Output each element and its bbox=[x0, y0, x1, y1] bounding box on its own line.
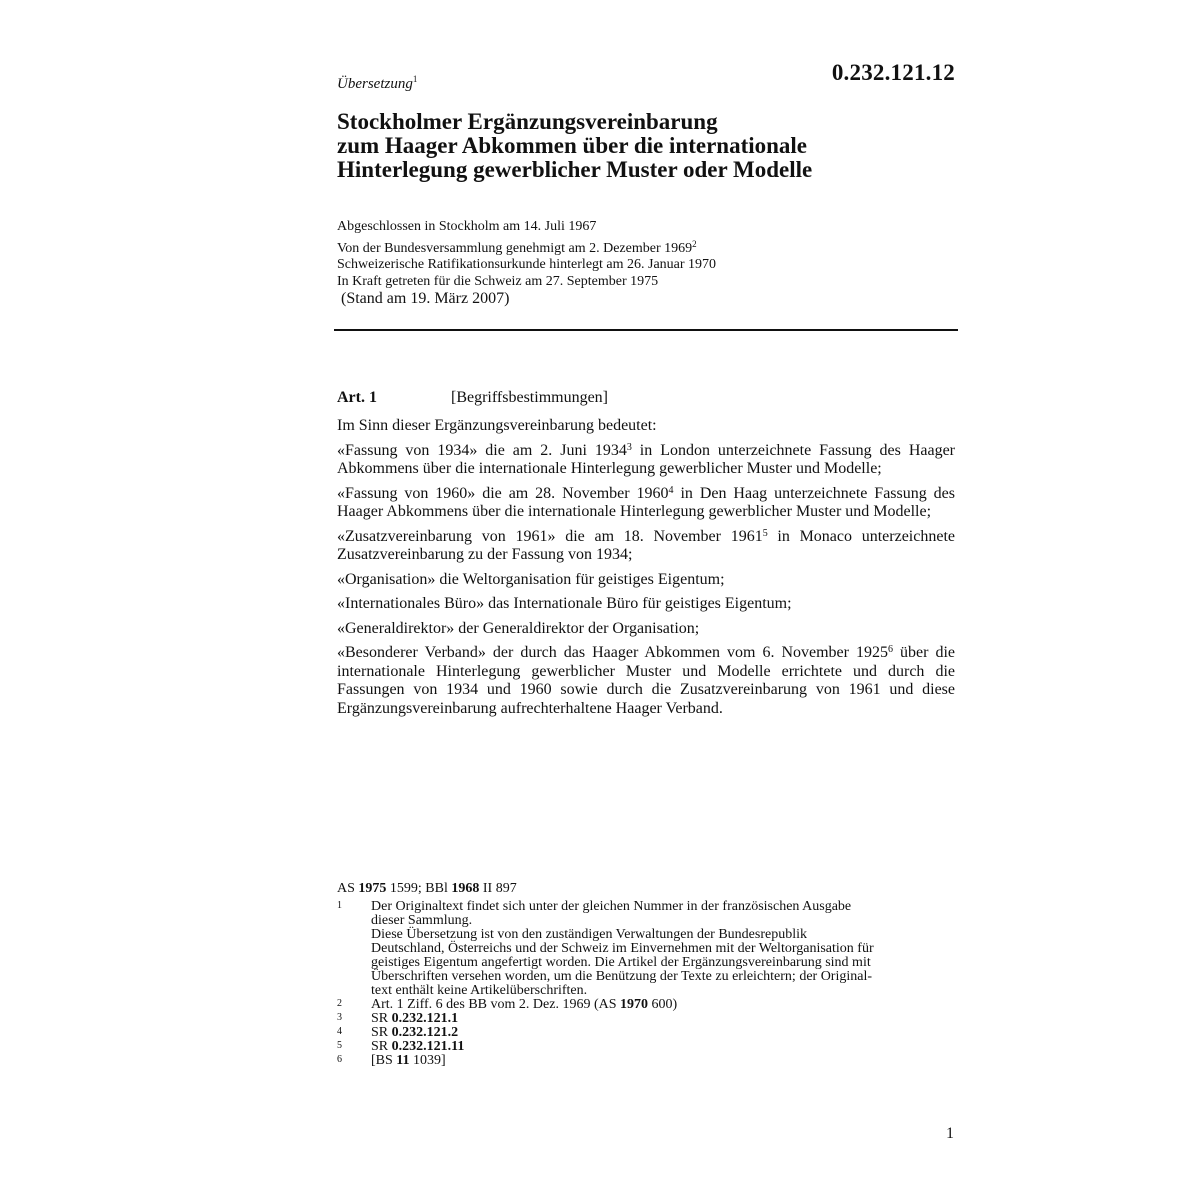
footnote-5-number: 5 bbox=[337, 1040, 342, 1051]
footnote-4 bbox=[337, 1026, 955, 1040]
footnote-ref-4[interactable]: 4 bbox=[668, 484, 674, 496]
footnote-as-reference bbox=[337, 882, 955, 896]
title-line-1: Stockholmer Ergänzungsvereinbarung bbox=[337, 109, 718, 134]
definition-1960-text-b: in Den Haag unterzeichnete Fassung des Haager Abkommens über die internationale Hinterlegung gewerblicher Muster und Modelle; bbox=[337, 484, 955, 520]
article-heading bbox=[337, 389, 608, 407]
translation-label bbox=[337, 74, 417, 93]
footnote-3-sr-link[interactable]: 0.232.121.1 bbox=[391, 1011, 459, 1026]
footnote-6-bold: 11 bbox=[396, 1053, 410, 1068]
footnote-5-prefix: SR bbox=[371, 1039, 392, 1054]
footnote-1-line-5: geistiges Eigentum angefertigt worden. Die Artikel der Ergänzungsvereinbarung sind mit bbox=[371, 955, 871, 970]
footnote-5 bbox=[337, 1040, 955, 1054]
footnote-1 bbox=[337, 900, 955, 998]
footnote-1-number: 1 bbox=[337, 900, 342, 911]
definition-1934-text-b: in London unterzeichnete Fassung des Haager Abkommens über die internationale Hinterlegung gewerblicher Muster und Modelle; bbox=[337, 441, 956, 477]
footnote-ref-5[interactable]: 5 bbox=[762, 527, 768, 539]
footnote-4-number: 4 bbox=[337, 1026, 342, 1037]
translation-text: Übersetzung bbox=[337, 76, 413, 92]
footnote-2-text bbox=[371, 998, 955, 1012]
as-mid: 1599; BBl bbox=[386, 881, 452, 896]
meta-approved bbox=[337, 236, 955, 258]
footnote-6-text-a: [BS bbox=[371, 1053, 397, 1068]
document-metadata bbox=[337, 219, 955, 290]
document-title bbox=[337, 110, 955, 182]
article-number: Art. 1 bbox=[337, 389, 377, 406]
definition-1934-text-a: «Fassung von 1934» die am 2. Juni 1934 bbox=[337, 441, 627, 459]
meta-approved-text: Von der Bundesversammlung genehmigt am 2. Dezember 1969 bbox=[337, 240, 693, 256]
definition-union-text-a: «Besonderer Verband» der durch das Haager Abkommen vom 6. November 1925 bbox=[337, 644, 888, 661]
sr-number: 0.232.121.12 bbox=[831, 60, 955, 85]
footnote-2-text-a: Art. 1 Ziff. 6 des BB vom 2. Dez. 1969 (AS bbox=[371, 997, 620, 1012]
meta-ratified: Schweizerische Ratifikationsurkunde hinterlegt am 26. Januar 1970 bbox=[337, 257, 717, 272]
footnote-ref-3[interactable]: 3 bbox=[626, 441, 632, 453]
footnote-ref-6[interactable]: 6 bbox=[888, 644, 893, 655]
as-prefix: AS bbox=[337, 881, 359, 896]
footnote-1-line-3: Diese Übersetzung ist von den zuständigen Verwaltungen der Bundesrepublik bbox=[371, 927, 807, 942]
footnote-2-text-b: 600) bbox=[648, 997, 678, 1012]
footnote-1-line-7: text enthält keine Artikelüberschriften. bbox=[371, 983, 588, 998]
title-line-3: Hinterlegung gewerblicher Muster oder Modelle bbox=[337, 157, 813, 182]
title-line-2: zum Haager Abkommen über die internationale bbox=[337, 133, 808, 158]
definition-1961-text-a: «Zusatzvereinbarung von 1961» die am 18. November 1961 bbox=[337, 527, 763, 545]
footnote-5-text bbox=[371, 1040, 955, 1054]
footnote-ref-2[interactable]: 2 bbox=[692, 238, 697, 249]
definition-1960-text-a: «Fassung von 1960» die am 28. November 1960 bbox=[337, 484, 669, 502]
definition-union-text-b: über die internationale Hinterlegung gewerblicher Muster und Modelle errichtete und durch die Fassungen von 1934 und 1960 sowie durch die Zusatzvereinbarung von 1961 und diese Ergänzungsvereinbarung aufrechterhaltene Haager Verband. bbox=[337, 644, 955, 717]
footnote-1-line-2: dieser Sammlung. bbox=[371, 913, 473, 928]
footnote-6-text-b: 1039] bbox=[409, 1053, 446, 1068]
header-divider bbox=[334, 329, 958, 331]
footnote-3-text bbox=[371, 1012, 955, 1026]
footnote-6-number: 6 bbox=[337, 1054, 342, 1065]
footnote-4-sr-link[interactable]: 0.232.121.2 bbox=[391, 1025, 459, 1040]
footnote-1-line-1: Der Originaltext findet sich unter der gleichen Nummer in der französischen Ausgabe bbox=[371, 899, 852, 914]
footnote-4-prefix: SR bbox=[371, 1025, 392, 1040]
article-intro: Im Sinn dieser Ergänzungsvereinbarung bedeutet: bbox=[337, 417, 657, 434]
article-title: [Begriffsbestimmungen] bbox=[451, 389, 609, 406]
footnote-3-prefix: SR bbox=[371, 1011, 392, 1026]
definition-1934 bbox=[337, 442, 955, 479]
page-number: 1 bbox=[946, 1125, 954, 1142]
definition-director: «Generaldirektor» der Generaldirektor der Organisation; bbox=[337, 619, 700, 637]
definition-1961-text-b: in Monaco unterzeichnete Zusatzvereinbarung zu der Fassung von 1934; bbox=[337, 527, 955, 563]
footnote-1-line-6: Überschriften versehen worden, um die Benützung der Texte zu erleichtern; der Original- bbox=[371, 969, 873, 984]
footnote-1-line-4: Deutschland, Österreichs und der Schweiz im Einvernehmen mit der Weltorganisation für bbox=[371, 941, 874, 956]
definition-bureau: «Internationales Büro» das Internationale Büro für geistiges Eigentum; bbox=[337, 595, 792, 612]
footnote-ref-1[interactable]: 1 bbox=[412, 74, 418, 84]
bbl-rest: II 897 bbox=[479, 881, 517, 896]
article-body bbox=[337, 417, 955, 724]
definition-organisation: «Organisation» die Weltorganisation für geistiges Eigentum; bbox=[337, 570, 725, 588]
definition-1961 bbox=[337, 528, 955, 565]
footnote-5-sr-link[interactable]: 0.232.121.11 bbox=[391, 1039, 465, 1054]
footnote-4-text bbox=[371, 1026, 955, 1040]
footnote-1-text bbox=[371, 900, 955, 998]
footnote-6 bbox=[337, 1054, 955, 1068]
meta-in-force: In Kraft getreten für die Schweiz am 27. September 1975 bbox=[337, 273, 659, 289]
footnote-2-number: 2 bbox=[337, 998, 342, 1009]
meta-concluded: Abgeschlossen in Stockholm am 14. Juli 1967 bbox=[337, 219, 597, 234]
footnote-2 bbox=[337, 998, 955, 1012]
as-year: 1975 bbox=[358, 881, 387, 896]
definition-1960 bbox=[337, 485, 955, 522]
footnote-3-number: 3 bbox=[337, 1012, 342, 1023]
meta-stand: (Stand am 19. März 2007) bbox=[341, 290, 510, 307]
bbl-year: 1968 bbox=[451, 881, 480, 896]
definition-union bbox=[337, 644, 955, 718]
footnote-2-bold: 1970 bbox=[620, 997, 648, 1012]
footnotes bbox=[337, 882, 955, 1068]
footnote-6-text bbox=[371, 1054, 955, 1068]
footnote-3 bbox=[337, 1012, 955, 1026]
